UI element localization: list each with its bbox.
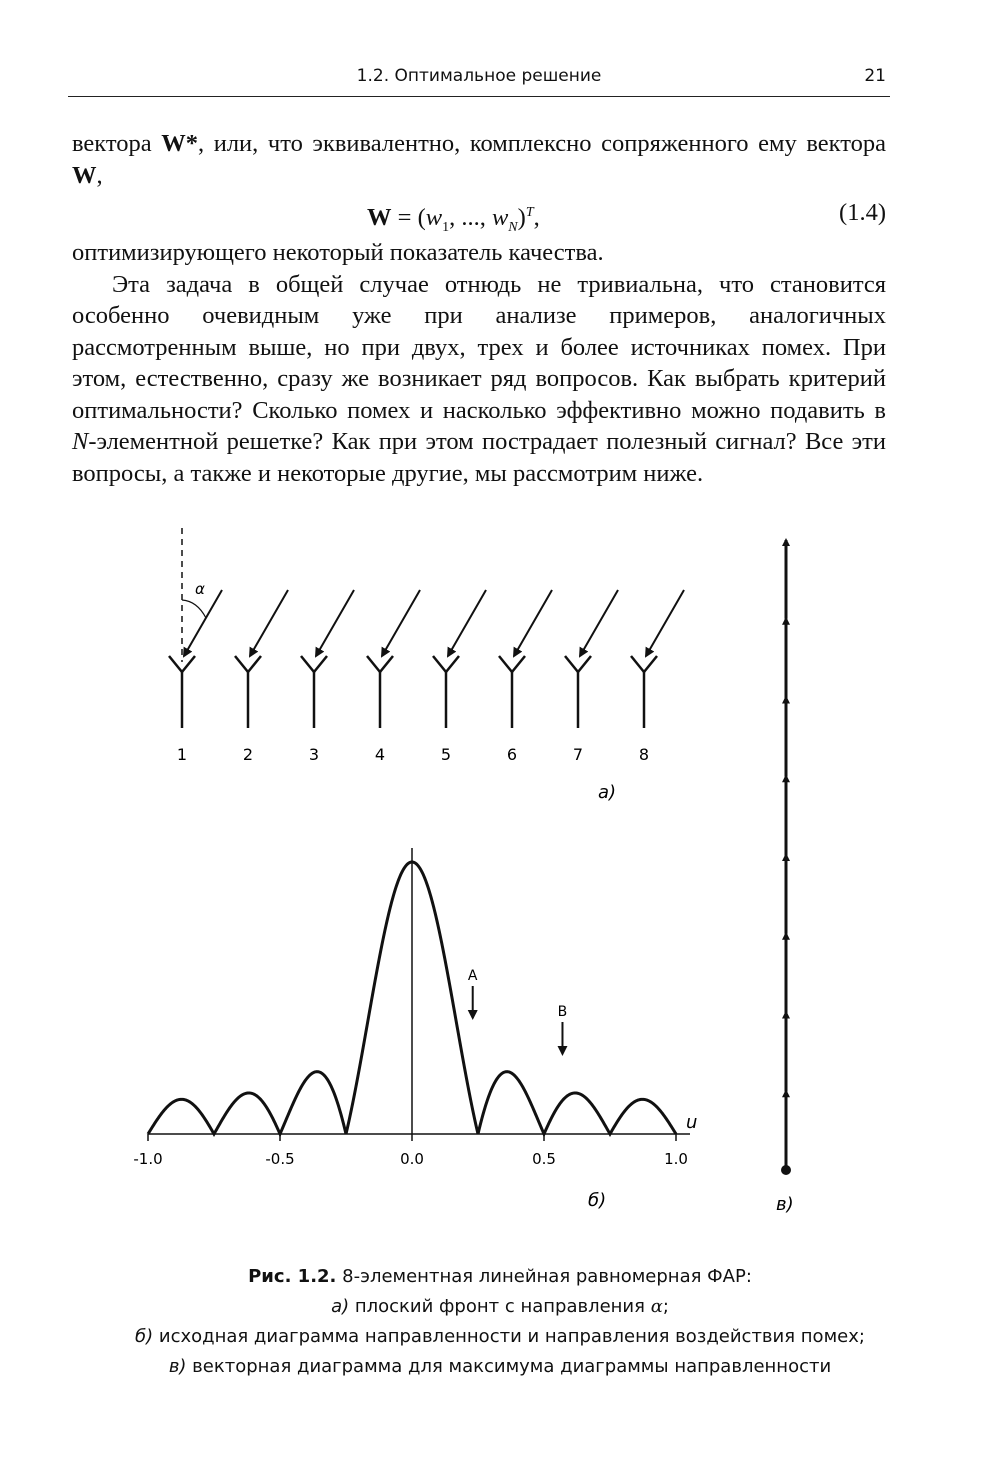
antenna-element bbox=[301, 590, 354, 764]
antenna-element bbox=[499, 590, 552, 764]
antenna-arm bbox=[169, 656, 182, 672]
caption-line-v bbox=[60, 1352, 940, 1382]
antenna-arm bbox=[631, 656, 644, 672]
antenna-arm bbox=[380, 656, 393, 672]
text-fragment: Эта задача в общей случае отнюдь не тривиальна, что становится особенно очевидным уже при анализе примеров, аналогичных рассмотренным выше, но при двух, трех и более источниках помех. При этом, естественно, сразу же возникает ряд вопросов. Как выбрать критерий оптимальности? Сколько помех и насколько эффективно можно подавить в bbox=[72, 270, 886, 424]
formula-lhs: W bbox=[367, 204, 392, 232]
element-label: 2 bbox=[242, 745, 254, 764]
incident-wave-arrow bbox=[448, 590, 486, 656]
equation-number: (1.4) bbox=[839, 199, 886, 226]
incident-wave-arrow bbox=[184, 590, 222, 656]
formula-part: , bbox=[533, 204, 540, 232]
antenna-arm bbox=[301, 656, 314, 672]
formula-part: w bbox=[425, 204, 443, 232]
vector-symbol: W bbox=[72, 161, 97, 189]
x-tick-label: -1.0 bbox=[133, 1150, 163, 1168]
antenna-arm bbox=[433, 656, 446, 672]
formula-part: w bbox=[491, 204, 509, 232]
antenna-arm bbox=[446, 656, 459, 672]
element-label: 6 bbox=[506, 745, 518, 764]
vector-symbol: W* bbox=[161, 130, 198, 157]
header-title: 1.2. Оптимальное решение bbox=[356, 66, 602, 86]
element-label: 7 bbox=[572, 745, 584, 764]
caption-symbol: α bbox=[650, 1296, 663, 1317]
x-tick-label: -0.5 bbox=[265, 1150, 295, 1168]
formula-superscript: T bbox=[525, 205, 534, 220]
formula-part: = ( bbox=[391, 204, 426, 232]
angle-label: α bbox=[195, 580, 205, 598]
antenna-arm bbox=[499, 656, 512, 672]
caption-text: исходная диаграмма направленности и направления воздействия помех; bbox=[153, 1326, 865, 1347]
antenna-arm bbox=[565, 656, 578, 672]
element-label: 3 bbox=[308, 745, 320, 764]
interference-marker-b bbox=[558, 1004, 568, 1054]
antenna-element bbox=[433, 590, 486, 764]
formula-subscript: 1 bbox=[442, 220, 450, 236]
interference-marker-a bbox=[468, 968, 478, 1018]
element-label: 5 bbox=[440, 745, 452, 764]
caption-title bbox=[60, 1262, 940, 1292]
paragraph-2: оптимизирующего некоторый показатель качества. bbox=[72, 239, 604, 266]
pattern-chart bbox=[133, 848, 697, 1211]
vector-origin bbox=[781, 1165, 791, 1175]
page-number: 21 bbox=[864, 66, 886, 86]
element-label: 8 bbox=[638, 745, 650, 764]
antenna-arm bbox=[578, 656, 591, 672]
incident-wave-arrow bbox=[382, 590, 420, 656]
antenna-arm bbox=[314, 656, 327, 672]
antenna-element bbox=[169, 590, 222, 764]
antenna-element bbox=[367, 590, 420, 764]
antenna-arm bbox=[644, 656, 657, 672]
text-fragment: , bbox=[96, 161, 103, 189]
caption-letter: а) bbox=[331, 1296, 350, 1317]
caption-text: плоский фронт с направления bbox=[349, 1296, 651, 1317]
antenna-element bbox=[565, 590, 618, 764]
element-label: 1 bbox=[176, 745, 188, 764]
incident-wave-arrow bbox=[580, 590, 618, 656]
caption-letter: б) bbox=[135, 1326, 154, 1347]
caption-text: векторная диаграмма для максимума диаграммы направленности bbox=[186, 1356, 832, 1377]
incident-wave-arrow bbox=[250, 590, 288, 656]
antenna-arm bbox=[182, 656, 195, 672]
x-tick-label: 1.0 bbox=[664, 1150, 688, 1168]
incident-wave-arrow bbox=[646, 590, 684, 656]
sublabel-b: б) bbox=[588, 1190, 607, 1211]
antenna-arm bbox=[367, 656, 380, 672]
sublabel-a: а) bbox=[598, 782, 617, 803]
text-fragment: -элементной решетке? Как при этом пострадает полезный сигнал? Все эти вопросы, а также и некоторые другие, мы рассмотрим ниже. bbox=[72, 428, 886, 487]
formula-part: , ..., bbox=[449, 204, 492, 232]
caption-label: Рис. 1.2. bbox=[248, 1266, 337, 1287]
text-fragment: , или, что эквивалентно, комплексно сопряженного ему вектора bbox=[197, 130, 886, 157]
formula-subscript: N bbox=[508, 220, 518, 236]
antenna-arm bbox=[248, 656, 261, 672]
sublabel-v: в) bbox=[776, 1194, 794, 1215]
caption-line-b bbox=[60, 1322, 940, 1352]
formula-part: ) bbox=[517, 204, 526, 232]
math-symbol: N bbox=[72, 428, 89, 455]
caption-text: 8-элементная линейная равномерная ФАР: bbox=[336, 1266, 752, 1287]
antenna-element bbox=[235, 590, 288, 764]
x-tick-label: 0.5 bbox=[532, 1150, 556, 1168]
x-axis-label: u bbox=[686, 1112, 698, 1133]
figure-caption bbox=[60, 1262, 940, 1382]
array-diagram bbox=[169, 528, 684, 803]
incident-wave-arrow bbox=[514, 590, 552, 656]
caption-line-a bbox=[60, 1292, 940, 1322]
interference-label: B bbox=[557, 1004, 568, 1020]
caption-text: ; bbox=[662, 1296, 669, 1317]
caption-letter: в) bbox=[168, 1356, 187, 1377]
interference-label: A bbox=[467, 968, 478, 984]
antenna-arm bbox=[512, 656, 525, 672]
text-fragment: вектора bbox=[72, 130, 162, 157]
antenna-arm bbox=[235, 656, 248, 672]
incident-wave-arrow bbox=[316, 590, 354, 656]
element-label: 4 bbox=[374, 745, 386, 764]
x-tick-label: 0.0 bbox=[400, 1150, 424, 1168]
antenna-element bbox=[631, 590, 684, 764]
angle-arc bbox=[182, 600, 206, 618]
vector-diagram bbox=[776, 540, 794, 1215]
